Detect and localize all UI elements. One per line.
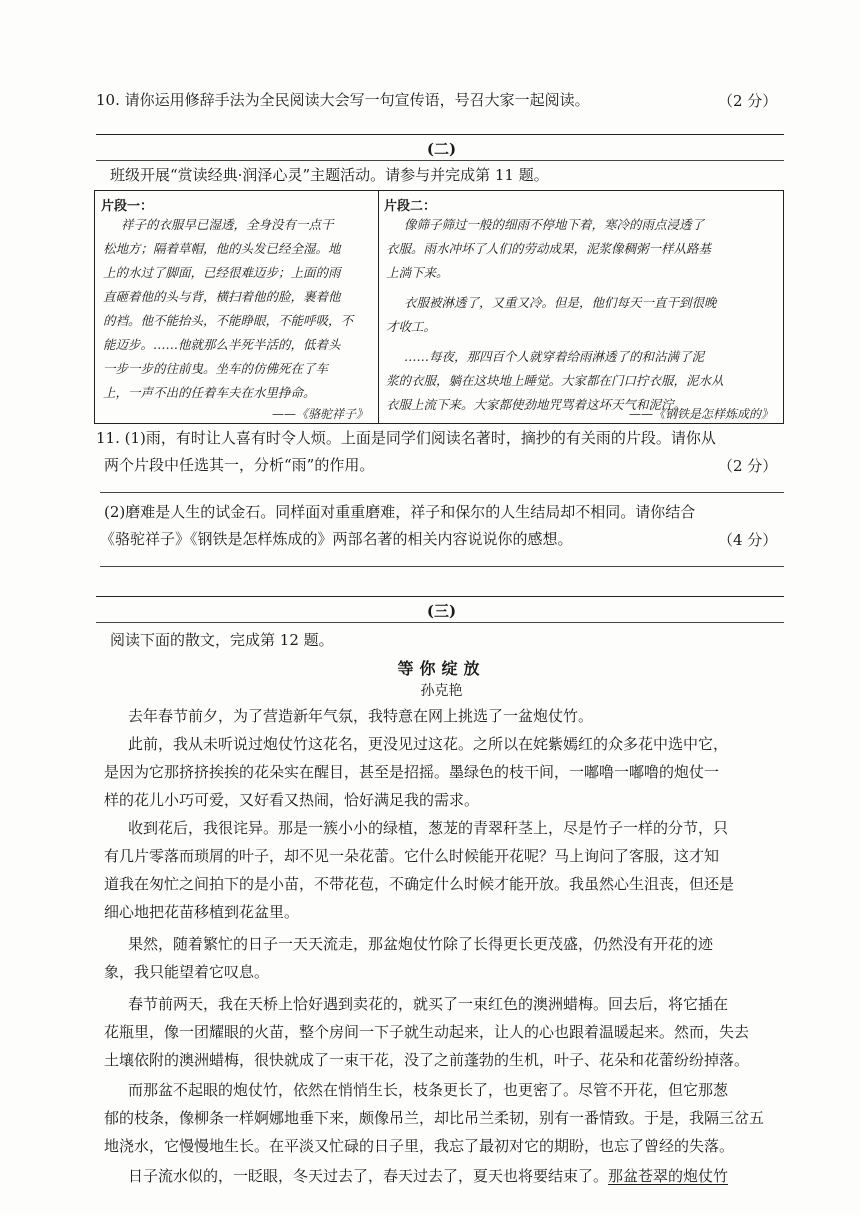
section-3-intro: 阅读下面的散文，完成第 12 题。 xyxy=(110,631,334,649)
essay-line xyxy=(128,1162,808,1190)
divider xyxy=(96,596,784,597)
answer-line[interactable] xyxy=(100,492,784,493)
excerpt-line: 上淌下来。 xyxy=(386,265,449,280)
essay-line: 郁的枝条，像柳条一样婀娜地垂下来，颇像吊兰，却比吊兰柔韧，别有一番情致。于是，我隔三岔五 xyxy=(104,1109,765,1127)
essay-line: 细心地把花苗移植到花盆里。 xyxy=(104,903,300,921)
essay-line-text: 日子流水似的，一眨眼，冬天过去了，春天过去了，夏天也将要结束了。 xyxy=(128,1167,609,1185)
essay-line: 地浇水，它慢慢地生长。在平淡又忙碌的日子里，我忘了最初对它的期盼，也忘了曾经的失落。 xyxy=(104,1137,735,1155)
excerpt-line: 上，一声不出的任着车夫在水里挣命。 xyxy=(103,385,316,400)
essay-line: 而那盆不起眼的炮仗竹，依然在悄悄生长，枝条更长了，也更密了。尽管不开花，但它那葱 xyxy=(128,1081,729,1099)
essay-line: 此前，我从未听说过炮仗竹这花名，更没见过这花。之所以在姹紫嫣红的众多花中选中它， xyxy=(128,735,729,753)
excerpt-line: 祥子的衣服早已湿透，全身没有一点干 xyxy=(121,217,334,232)
divider xyxy=(96,160,784,161)
excerpt-2 xyxy=(378,191,783,423)
essay-author: 孙克艳 xyxy=(420,683,463,699)
question-11-2-line1: (2)磨难是人生的试金石。同样面对重重磨难，祥子和保尔的人生结局却不相同。请你结合 xyxy=(104,503,696,521)
question-11-1-line2: 两个片段中任选其一，分析“雨”的作用。 xyxy=(104,456,375,474)
question-11-2-line2: 《骆驼祥子》《钢铁是怎样炼成的》两部名著的相关内容说说你的感想。 xyxy=(100,530,573,548)
essay-line: 是因为它那挤挤挨挨的花朵实在醒目，甚至是招摇。墨绿色的枝干间，一嘟噜一嘟噜的炮仗一 xyxy=(104,763,720,781)
answer-line[interactable] xyxy=(100,566,784,567)
essay-line: 果然，随着繁忙的日子一天天流走，那盆炮仗竹除了长得更长更茂盛，仍然没有开花的迹 xyxy=(128,935,714,953)
essay-line: 花瓶里，像一团耀眼的火苗，整个房间一下子就生动起来，让人的心也跟着温暖起来。然而，失去 xyxy=(104,1023,750,1041)
section-2-heading: (二) xyxy=(426,140,457,158)
question-10: 10. 请你运用修辞手法为全民阅读大会写一句宣传语，号召大家一起阅读。 xyxy=(96,91,590,109)
question-11-1-score: （2 分） xyxy=(718,457,778,475)
question-10-score: （2 分） xyxy=(718,92,778,110)
essay-line: 春节前两天，我在天桥上恰好遇到卖花的，就买了一束红色的澳洲蜡梅。回去后，将它插在 xyxy=(128,995,729,1013)
underlined-phrase: 那盆苍翠的炮仗竹 xyxy=(608,1167,729,1185)
excerpt-line: 衣服被淋透了，又重又冷。但是，他们每天一直干到很晚 xyxy=(404,295,717,310)
excerpt-line: 直砸着他的头与背，横扫着他的脸，裹着他 xyxy=(103,289,341,304)
excerpt-line: 衣服。雨水冲坏了人们的劳动成果，泥浆像稠粥一样从路基 xyxy=(386,241,712,256)
excerpt-line: 浆的衣服，躺在这块地上睡觉。大家都在门口拧衣服，泥水从 xyxy=(386,373,724,388)
excerpt-table xyxy=(94,190,784,424)
divider xyxy=(96,622,784,623)
section-3-heading: (三) xyxy=(426,602,457,620)
essay-line: 象，我只能望着它叹息。 xyxy=(104,963,270,981)
excerpt-line: 才收工。 xyxy=(386,319,437,334)
essay-line: 有几片零落而琐屑的叶子，却不见一朵花蕾。它什么时候能开花呢？马上询问了客服，这才知 xyxy=(104,847,720,865)
essay-line: 去年春节前夕，为了营造新年气氛，我特意在网上挑选了一盆炮仗竹。 xyxy=(128,707,594,725)
divider xyxy=(96,134,784,135)
question-11-1-line1: 11. (1)雨，有时让人喜有时令人烦。上面是同学们阅读名著时，摘抄的有关雨的片段。请你从 xyxy=(96,429,716,447)
essay-line: 收到花后，我很诧异。那是一簇小小的绿植，葱茏的青翠秆茎上，尽是竹子一样的分节，只 xyxy=(128,819,729,837)
excerpt-line: 上的水过了脚面，已经很难迈步；上面的雨 xyxy=(103,265,341,280)
essay-line: 道我在匆忙之间拍下的是小苗，不带花苞，不确定什么时候才能开放。我虽然心生沮丧，但还是 xyxy=(104,875,735,893)
excerpt-2-title: 片段二： xyxy=(384,199,437,214)
excerpt-1-source: ——《骆驼祥子》 xyxy=(271,407,368,421)
essay-title: 等你绽放 xyxy=(397,659,486,678)
excerpt-1 xyxy=(95,191,379,423)
excerpt-line: 一步一步的往前曳。坐车的仿佛死在了车 xyxy=(103,361,329,376)
excerpt-line: ……每夜，那四百个人就穿着给雨淋透了的和沾满了泥 xyxy=(404,349,705,364)
section-2-intro: 班级开展“赏读经典·润泽心灵”主题活动。请参与并完成第 11 题。 xyxy=(110,166,549,184)
excerpt-line: 像筛子筛过一般的细雨不停地下着，寒冷的雨点浸透了 xyxy=(404,217,705,232)
excerpt-line: 能迈步。……他就那么半死半活的，低着头 xyxy=(103,337,341,352)
question-11-2-score: （4 分） xyxy=(718,531,778,549)
excerpt-line: 的裆。他不能抬头，不能睁眼，不能呼吸，不 xyxy=(103,313,354,328)
essay-line: 样的花儿小巧可爱，又好看又热闹，恰好满足我的需求。 xyxy=(104,791,480,809)
excerpt-2-source: ——《钢铁是怎样炼成的》 xyxy=(628,407,773,421)
excerpt-1-title: 片段一： xyxy=(101,199,154,214)
excerpt-line: 衣服上流下来。大家都使劲地咒骂着这坏天气和泥泞。 xyxy=(386,397,687,412)
excerpt-line: 松地方；隔着草帽，他的头发已经全湿。地 xyxy=(103,241,341,256)
essay-line: 土壤依附的澳洲蜡梅，很快就成了一束干花，没了之前蓬勃的生机，叶子、花朵和花蕾纷纷掉落。 xyxy=(104,1051,750,1069)
